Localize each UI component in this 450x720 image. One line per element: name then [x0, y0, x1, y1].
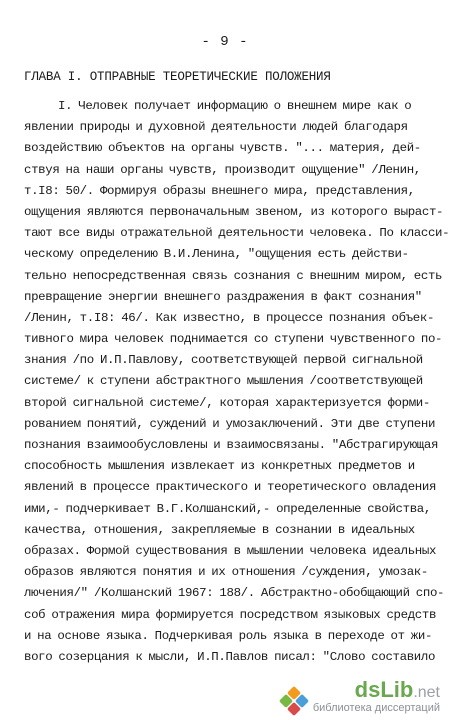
text-line: ствуя на наши органы чувств, производит ощущение" /Ленин,	[24, 162, 421, 177]
text-line: тивного мира человек поднимается со ступени чувственного по-	[24, 332, 443, 347]
dslib-logo-icon	[281, 688, 307, 714]
text-line: системе/ к ступени абстрактного мышления /соответствующей	[24, 374, 423, 389]
text-line: и на основе языка. Подчеркивая роль языка в переходе от жи-	[24, 628, 433, 643]
text-line: лючения/" /Колшанский 1967: 188/. Абстрактно-обобщающий спо-	[24, 586, 445, 601]
text-line: вого созерцания к мысли, И.П.Павлов писал: "Слово составило	[24, 649, 436, 664]
text-line: рованием понятий, суждений и умозаключений. Эти две ступени	[24, 416, 436, 431]
text-line: /Ленин, т.I8: 46/. Как известно, в процессе познания объек-	[24, 310, 435, 325]
text-line: качества, отношения, закрепляемые в сознании в идеальных	[24, 522, 415, 537]
text-line: т.I8: 50/. Формируя образы внешнего мира, представления,	[24, 183, 415, 198]
text-line: воздействию объектов на органы чувств. "... материя, дей-	[24, 141, 421, 156]
watermark-brand-name: dsLib	[354, 677, 414, 702]
watermark-brand	[355, 679, 440, 701]
watermark-text	[313, 679, 440, 714]
watermark-subtitle: библиотека диссертаций	[312, 702, 440, 714]
watermark	[281, 679, 440, 714]
text-line: познания взаимообусловлены и взаимосвязаны. "Абстрагирующая	[24, 438, 439, 452]
text-line: тельно непосредственная связь сознания с внешним миром, есть	[24, 268, 443, 283]
text-line: второй сигнальной системе/, которая характеризуется форми-	[24, 395, 430, 410]
text-line: I. Человек получает информацию о внешнем мире как о	[58, 99, 412, 113]
text-line: ческому определению В.И.Ленина, "ощущения есть действи-	[24, 247, 409, 262]
text-line: ими,- подчеркивает В.Г.Колшанский,- определенные свойства,	[24, 501, 431, 516]
text-line: соб отражения мира формируется посредством языковых средств	[24, 607, 437, 622]
text-line: тают все виды отражательной деятельности человека. По класси-	[24, 226, 450, 241]
text-line: явлений в процессе практического и теоретического овладения	[24, 480, 437, 495]
page-number: - 9 -	[201, 34, 249, 50]
text-line: образов являются понятия и их отношения /суждения, умозак-	[24, 565, 428, 580]
watermark-brand-suffix: .net	[413, 684, 440, 701]
text-line: явлении природы и духовной деятельности людей благодаря	[24, 120, 408, 135]
chapter-heading: ГЛАВА I. ОТПРАВНЫЕ ТЕОРЕТИЧЕСКИЕ ПОЛОЖЕНИЯ	[24, 70, 331, 84]
body-text	[24, 96, 450, 668]
text-line: превращение энергии внешнего раздражения в факт сознания"	[24, 289, 422, 304]
text-line: образах. Формой существования в мышлении человека идеальных	[24, 543, 437, 558]
text-line: ощущения являются первоначальным звеном, из которого выраст-	[24, 204, 444, 219]
text-line: знания /по И.П.Павлову, соответствующей первой сигнальной	[24, 353, 423, 368]
text-line: способность мышления извлекает из конкретных предметов и	[24, 459, 415, 474]
